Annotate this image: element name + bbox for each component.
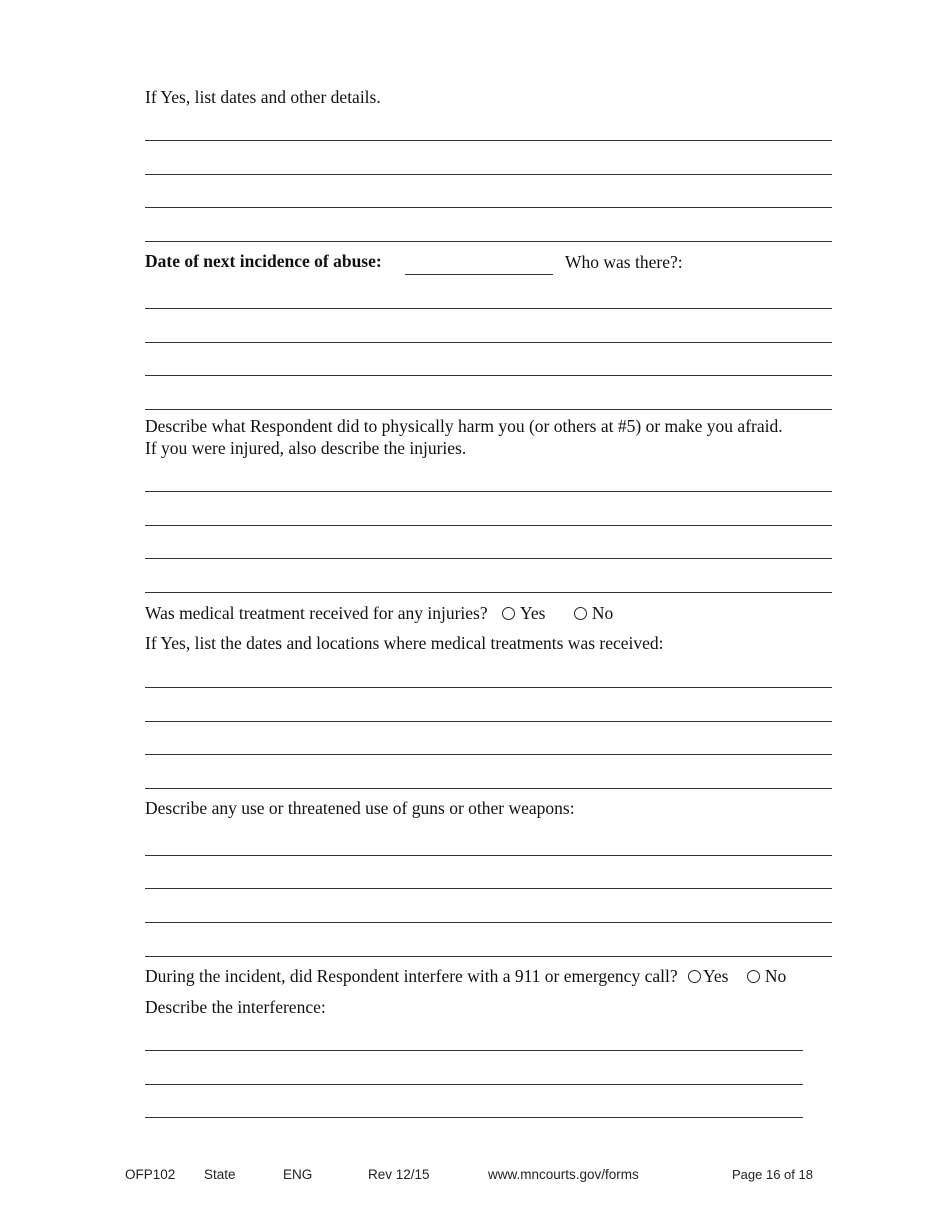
- answer-line[interactable]: [145, 1117, 803, 1118]
- answer-line[interactable]: [145, 687, 832, 688]
- answer-line[interactable]: [145, 525, 832, 526]
- answer-line[interactable]: [145, 592, 832, 593]
- answer-line[interactable]: [145, 342, 832, 343]
- answer-line[interactable]: [145, 558, 832, 559]
- answer-line[interactable]: [145, 308, 832, 309]
- describe-harm-line2: If you were injured, also describe the injuries.: [145, 438, 467, 458]
- answer-line[interactable]: [145, 922, 832, 923]
- emergency-no-label: No: [764, 966, 787, 986]
- answer-line[interactable]: [145, 491, 832, 492]
- answer-line[interactable]: [145, 788, 832, 789]
- medical-no-label: No: [591, 603, 614, 623]
- answer-line[interactable]: [145, 754, 832, 755]
- emergency-question-row: [145, 966, 786, 987]
- answer-line[interactable]: [145, 241, 832, 242]
- emergency-yes-option[interactable]: [688, 966, 728, 987]
- emergency-no-option[interactable]: [747, 966, 786, 987]
- emergency-question: During the incident, did Respondent interfere with a 911 or emergency call?: [145, 966, 678, 986]
- medical-followup: If Yes, list the dates and locations where medical treatments was received:: [145, 633, 664, 653]
- answer-line[interactable]: [145, 1084, 803, 1085]
- medical-yes-label: Yes: [519, 603, 546, 623]
- footer-jurisdiction: State: [204, 1167, 236, 1182]
- intro-text: If Yes, list dates and other details.: [145, 87, 381, 107]
- answer-line[interactable]: [145, 721, 832, 722]
- next-incident-date-field[interactable]: [405, 274, 553, 275]
- radio-icon[interactable]: [502, 607, 515, 620]
- footer-language: ENG: [283, 1167, 313, 1182]
- emergency-followup: Describe the interference:: [145, 997, 326, 1017]
- answer-line[interactable]: [145, 855, 832, 856]
- answer-line[interactable]: [145, 1050, 803, 1051]
- next-incident-label: Date of next incidence of abuse:: [145, 251, 382, 271]
- footer-revision: Rev 12/15: [368, 1167, 430, 1182]
- radio-icon[interactable]: [574, 607, 587, 620]
- medical-question-row: [145, 603, 613, 624]
- emergency-yes-label: Yes: [702, 966, 729, 986]
- describe-harm-line1: Describe what Respondent did to physically harm you (or others at #5) or make you afraid.: [145, 416, 783, 436]
- footer-page-number: Page 16 of 18: [732, 1167, 813, 1182]
- answer-line[interactable]: [145, 174, 832, 175]
- who-was-there-label: Who was there?:: [565, 252, 683, 272]
- medical-no-option[interactable]: [574, 603, 613, 624]
- answer-line[interactable]: [145, 140, 832, 141]
- footer-form-id: OFP102: [125, 1167, 176, 1182]
- footer-website: www.mncourts.gov/forms: [488, 1167, 639, 1182]
- radio-icon[interactable]: [747, 970, 760, 983]
- weapons-question: Describe any use or threatened use of guns or other weapons:: [145, 798, 575, 818]
- answer-line[interactable]: [145, 375, 832, 376]
- radio-icon[interactable]: [688, 970, 701, 983]
- answer-line[interactable]: [145, 409, 832, 410]
- answer-line[interactable]: [145, 207, 832, 208]
- answer-line[interactable]: [145, 888, 832, 889]
- medical-yes-option[interactable]: [502, 603, 545, 624]
- medical-question: Was medical treatment received for any injuries?: [145, 603, 488, 623]
- answer-line[interactable]: [145, 956, 832, 957]
